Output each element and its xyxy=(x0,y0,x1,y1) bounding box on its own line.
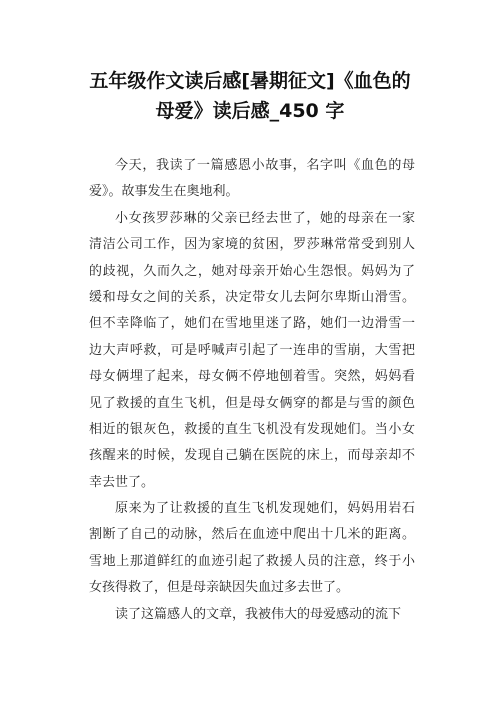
title-line: 母爱》读后感_450 字 xyxy=(155,100,345,122)
paragraph-line: 相近的银灰色，救援的直生飞机没有发现她们。当小女 xyxy=(89,421,415,437)
paragraph-line: 见了救援的直生飞机，但是母女俩穿的都是与雪的颜色 xyxy=(89,395,415,411)
document-body xyxy=(89,153,415,628)
paragraph-line: 但不幸降临了，她们在雪地里迷了路，她们一边滑雪一 xyxy=(89,316,415,332)
paragraph-line: 孩醒来的时候，发现自己躺在医院的床上，而母亲却不 xyxy=(89,448,415,464)
document-title xyxy=(70,66,430,126)
paragraph-line: 读了这篇感人的文章，我被伟大的母爱感动的流下 xyxy=(115,606,402,622)
paragraph-line: 割断了自己的动脉，然后在血迹中爬出十几米的距离。 xyxy=(89,527,415,543)
paragraph xyxy=(89,206,415,496)
paragraph-line: 清洁公司工作，因为家境的贫困，罗莎琳常常受到别人 xyxy=(89,237,415,253)
paragraph-line: 母女俩埋了起来，母女俩不停地刨着雪。突然，妈妈看 xyxy=(89,369,415,385)
paragraph-line: 的歧视，久而久之，她对母亲开始心生怨恨。妈妈为了 xyxy=(89,263,415,279)
paragraph-line: 缓和母女之间的关系，决定带女儿去阿尔卑斯山滑雪。 xyxy=(89,289,415,305)
paragraph xyxy=(89,602,415,628)
paragraph-line: 小女孩罗莎琳的父亲已经去世了，她的母亲在一家 xyxy=(115,210,415,226)
paragraph-line: 今天，我读了一篇感恩小故事，名字叫《血色的母 xyxy=(115,158,415,173)
paragraph-line: 女孩得救了，但是母亲缺因失血过多去世了。 xyxy=(89,580,350,596)
title-line: 五年级作文读后感[暑期征文]《血色的 xyxy=(89,70,411,92)
paragraph-line: 爱》。故事发生在奥地利。 xyxy=(89,184,239,200)
paragraph xyxy=(89,496,415,602)
paragraph-line: 雪地上那道鲜红的血迹引起了救援人员的注意，终于小 xyxy=(89,553,415,569)
paragraph-line: 原来为了让救援的直生飞机发现她们，妈妈用岩石 xyxy=(115,501,415,517)
paragraph xyxy=(89,153,415,206)
paragraph-line: 幸去世了。 xyxy=(89,474,155,490)
paragraph-line: 边大声呼救，可是呼喊声引起了一连串的雪崩，大雪把 xyxy=(89,342,415,358)
